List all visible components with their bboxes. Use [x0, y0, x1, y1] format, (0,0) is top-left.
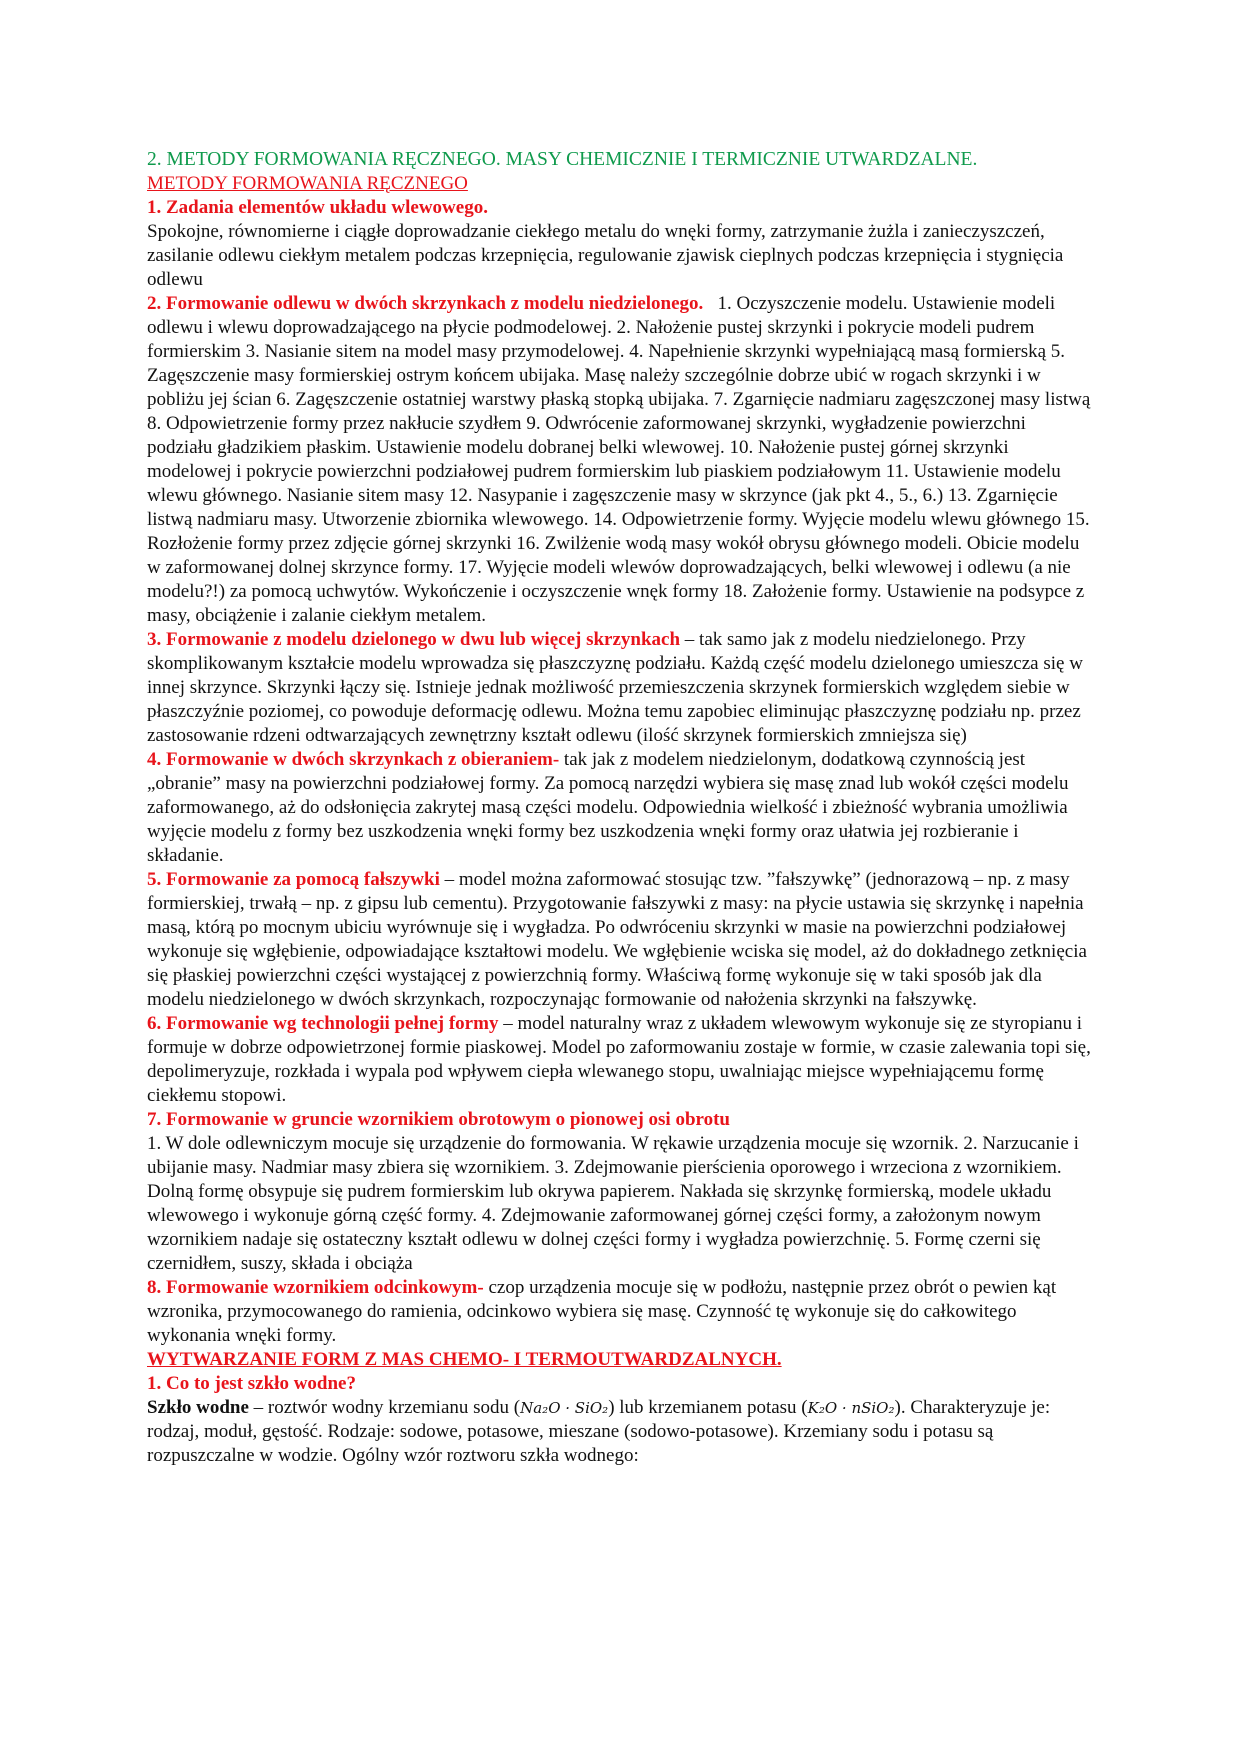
- item-8: [147, 1276, 1095, 1348]
- document-page: [147, 148, 1095, 1468]
- item-1: [147, 196, 1095, 292]
- item-6: [147, 1012, 1095, 1108]
- item-body: czop urządzenia mocuje się w podłożu, następnie przez obrót o pewien kąt wzronika, przymocowanego do ramienia, odcinkowo wybiera się masę. Czynność tę wykonuje się do całkowitego wykonania wnęki formy.: [147, 1277, 1057, 1346]
- item-heading: 5. Formowanie za pomocą fałszywki: [147, 869, 440, 890]
- definition-text: – roztwór wodny krzemianu sodu (: [248, 1397, 521, 1418]
- formula-potassium-silicate: K₂O · nSiO₂: [807, 1399, 895, 1417]
- item-body: – model naturalny wraz z układem wlewowym wykonuje się ze styropianu i formuje w dobrze odpowietrzonej formie piaskowej. Model po zaformowaniu zostaje w formie, w czasie zalewania topi się, depolimeryzuje, rozkłada i wypala pod wpływem ciepła wlewanego stopu, uwalniając miejsce wypełniającemu formę ciekłemu stopowi.: [147, 1013, 1091, 1106]
- item-heading: 6. Formowanie wg technologii pełnej formy: [147, 1013, 499, 1034]
- item-heading: 2. Formowanie odlewu w dwóch skrzynkach z modelu niedzielonego.: [147, 293, 704, 314]
- item-body: tak jak z modelem niedzielonym, dodatkową czynnością jest „obranie” masy na powierzchni podziałowej formy. Za pomocą narzędzi wybiera się masę znad lub wokół części modelu zaformowanego, aż do odsłonięcia zakrytej masą części modelu. Odpowiednia wielkość i zbieżność wybrania umożliwia wyjęcie modelu z formy bez uszkodzenia wnęki formy bez uszkodzenia wnęki formy oraz ułatwia jej rozbieranie i składanie.: [147, 749, 1069, 866]
- definition-text: ). Charakteryzuje je: rodzaj, moduł, gęstość. Rodzaje: sodowe, potasowe, mieszane (sodowo-potasowe). Krzemiany sodu i potasu są rozpuszczalne w wodzie. Ogólny wzór roztworu szkła wodnego:: [147, 1397, 1051, 1466]
- section-heading-manual-methods: METODY FORMOWANIA RĘCZNEGO: [147, 173, 468, 194]
- item-heading: 8. Formowanie wzornikiem odcinkowym-: [147, 1277, 484, 1298]
- item-heading: 4. Formowanie w dwóch skrzynkach z obieraniem-: [147, 749, 560, 770]
- formula-sodium-silicate: Na₂O · SiO₂: [520, 1399, 609, 1417]
- item-3: [147, 628, 1095, 748]
- term: Szkło wodne: [147, 1397, 249, 1418]
- item-heading: 3. Formowanie z modelu dzielonego w dwu lub więcej skrzynkach: [147, 629, 681, 650]
- item-body: Spokojne, równomierne i ciągłe doprowadzanie ciekłego metalu do wnęki formy, zatrzymanie żużla i zanieczyszczeń, zasilanie odlewu ciekłym metalem podczas krzepnięcia, regulowanie zjawisk cieplnych podczas krzepnięcia i stygnięcia odlewu: [147, 221, 1064, 290]
- item-body: – model można zaformować stosując tzw. ”fałszywkę” (jednorazową – np. z masy formierskiej, trwałą – np. z gipsu lub cementu). Przygotowanie fałszywki z masy: na płycie ustawia się skrzynkę i napełnia masą, którą po mocnym ubiciu wyrównuje się i wygładza. Po odwróceniu skrzynki w masie na powierzchni podziałowej wykonuje się wgłębienie, odpowiadające kształtowi modelu. We wgłębienie wciska się model, aż do dokładnego zetknięcia się płaskiej powierzchni części wystającej z powierzchnią formy. Właściwą formę wykonuje się w taki sposób jak dla modelu niedzielonego w dwóch skrzynkach, rozpoczynając formowanie od nałożenia skrzynki na fałszywkę.: [147, 869, 1087, 1010]
- item-heading: 7. Formowanie w gruncie wzornikiem obrotowym o pionowej osi obrotu: [147, 1109, 730, 1130]
- item-heading: 1. Zadania elementów układu wlewowego.: [147, 197, 488, 218]
- item-body: 1. Oczyszczenie modelu. Ustawienie modeli odlewu i wlewu doprowadzającego na płycie podmodelowej. 2. Nałożenie pustej skrzynki i pokrycie modeli pudrem formierskim 3. Nasianie sitem na model masy przymodelowej. 4. Napełnienie skrzynki wypełniającą masą formierską 5. Zagęszczenie masy formierskiej ostrym końcem ubijaka. Masę należy szczególnie dobrze ubić w rogach skrzynki i w pobliżu jej ścian 6. Zagęszczenie ostatniej warstwy płaską stopką ubijaka. 7. Zgarnięcie nadmiaru zagęszczonej masy listwą 8. Odpowietrzenie formy przez nakłucie szydłem 9. Odwrócenie zaformowanej skrzynki, wygładzenie powierzchni podziału gładzikiem płaskim. Ustawienie modelu dobranej belki wlewowej. 10. Nałożenie pustej górnej skrzynki modelowej i pokrycie powierzchni podziałowej pudrem formierskim lub piaskiem podziałowym 11. Ustawienie modelu wlewu głównego. Nasianie sitem masy 12. Nasypanie i zagęszczenie masy w skrzynce (jak pkt 4., 5., 6.) 13. Zgarnięcie listwą nadmiaru masy. Utworzenie zbiornika wlewowego. 14. Odpowietrzenie formy. Wyjęcie modelu wlewu głównego 15. Rozłożenie formy przez zdjęcie górnej skrzynki 16. Zwilżenie wodą masy wokół obrysu głównego modeli. Obicie modelu w zaformowanej dolnej skrzynce formy. 17. Wyjęcie modeli wlewów doprowadzających, belki wlewowej i odlewu (a nie modelu?!) za pomocą uchwytów. Wykończenie i oczyszczenie wnęk formy 18. Założenie formy. Ustawienie na podsypce z masy, obciążenie i zalanie ciekłym metalem.: [147, 293, 1091, 626]
- definition-text: ) lub krzemianem potasu (: [608, 1397, 808, 1418]
- item-2: [147, 292, 1095, 628]
- item-body: – tak samo jak z modelu niedzielonego. Przy skomplikowanym kształcie modelu wprowadza się płaszczyznę podziału. Każdą część modelu dzielonego umieszcza się w innej skrzynce. Skrzynki łączy się. Istnieje jednak możliwość przemieszczenia skrzynek formierskich względem siebie w płaszczyźnie poziomej, co powoduje deformację odlewu. Można temu zapobiec eliminując płaszczyznę podziału np. przez zastosowanie rdzeni odtwarzających zewnętrzny kształt odlewu (ilość skrzynek formierskich zmniejsza się): [147, 629, 1083, 746]
- document-title: 2. METODY FORMOWANIA RĘCZNEGO. MASY CHEMICZNIE I TERMICZNIE UTWARDZALNE.: [147, 149, 978, 170]
- section-heading-chemical-molds: WYTWARZANIE FORM Z MAS CHEMO- I TERMOUTWARDZALNYCH.: [147, 1349, 782, 1370]
- item-5: [147, 868, 1095, 1012]
- item-body: 1. W dole odlewniczym mocuje się urządzenie do formowania. W rękawie urządzenia mocuje się wzornik. 2. Narzucanie i ubijanie masy. Nadmiar masy zbiera się wzornikiem. 3. Zdejmowanie pierścienia oporowego i wrzeciona z wzornikiem. Dolną formę obsypuje się pudrem formierskim lub okrywa papierem. Nakłada się skrzynkę formierską, modele układu wlewowego i wykonuje górną część formy. 4. Zdejmowanie zaformowanej górnej części formy, a założonym nowym wzornikiem nadaje się ostateczny kształt odlewu w dolnej części formy i wygładza powierzchnię. 5. Formę czerni się czernidłem, suszy, składa i obciąża: [147, 1133, 1079, 1274]
- water-glass-definition: [147, 1396, 1095, 1468]
- item-7: [147, 1108, 1095, 1276]
- item-4: [147, 748, 1095, 868]
- question-heading: 1. Co to jest szkło wodne?: [147, 1373, 356, 1394]
